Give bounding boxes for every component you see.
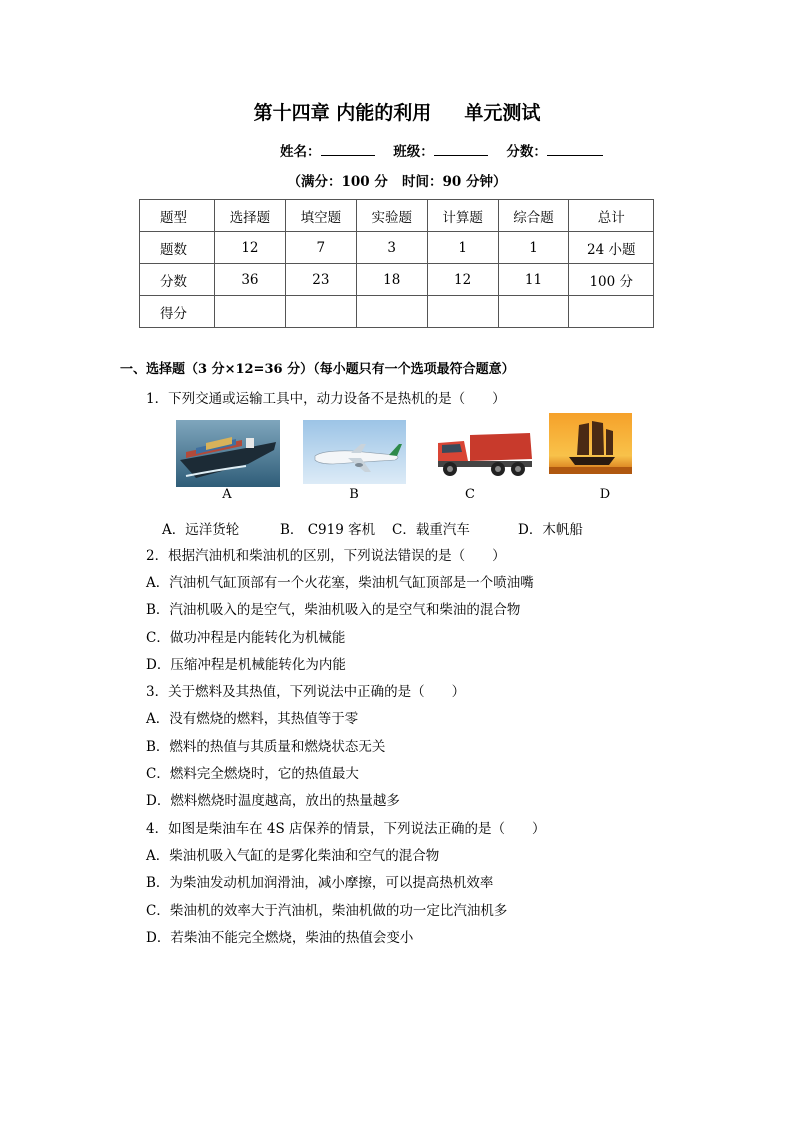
name-blank[interactable] — [321, 143, 375, 156]
score-input-cell[interactable] — [427, 296, 498, 328]
table-cell: 24 小题 — [569, 232, 654, 264]
table-cell: 12 — [215, 232, 286, 264]
table-cell: 计算题 — [427, 200, 498, 232]
option-c[interactable]: C．燃料完全燃烧时，它的热值最大 — [146, 766, 359, 782]
image-label-c: C — [465, 487, 475, 502]
score-input-cell[interactable] — [498, 296, 569, 328]
option-b[interactable]: B．为柴油发动机加润滑油，减小摩擦，可以提高热机效率 — [146, 875, 494, 891]
cargo-ship-image — [176, 420, 280, 487]
score-blank[interactable] — [547, 143, 603, 156]
table-cell: 综合题 — [498, 200, 569, 232]
option-d[interactable]: D．若柴油不能完全燃烧，柴油的热值会变小 — [146, 930, 414, 946]
table-cell: 实验题 — [356, 200, 427, 232]
table-cell: 11 — [498, 264, 569, 296]
score-summary-table — [139, 199, 654, 328]
airplane-image — [303, 420, 406, 484]
table-cell: 100 分 — [569, 264, 654, 296]
section-heading: 一、选择题（3 分×12=36 分）（每小题只有一个选项最符合题意） — [120, 362, 515, 377]
question-1-stem: 1．下列交通或运输工具中，动力设备不是热机的是（ ） — [146, 391, 506, 407]
table-row — [140, 296, 654, 328]
sailboat-image — [549, 413, 632, 474]
option-c[interactable]: C．做功冲程是内能转化为机械能 — [146, 630, 346, 646]
class-blank[interactable] — [434, 143, 488, 156]
table-cell: 1 — [427, 232, 498, 264]
dump-truck-image — [434, 425, 534, 479]
option-d[interactable]: D．燃料燃烧时温度越高，放出的热量越多 — [146, 793, 400, 809]
class-label: 班级： — [393, 144, 434, 160]
table-cell: 题型 — [140, 200, 215, 232]
name-label: 姓名： — [280, 144, 321, 160]
image-label-a: A — [222, 487, 232, 502]
option-b[interactable]: B． C919 客机 — [280, 522, 376, 538]
option-b[interactable]: B．燃料的热值与其质量和燃烧状态无关 — [146, 739, 386, 755]
question-3-stem: 3．关于燃料及其热值，下列说法中正确的是（ ） — [146, 684, 466, 700]
table-cell: 题数 — [140, 232, 215, 264]
option-a[interactable]: A．没有燃烧的燃料，其热值等于零 — [146, 711, 359, 727]
table-cell: 得分 — [140, 296, 215, 328]
table-cell: 36 — [215, 264, 286, 296]
table-cell: 7 — [285, 232, 356, 264]
option-a[interactable]: A．远洋货轮 — [162, 522, 240, 538]
option-a[interactable]: A．汽油机气缸顶部有一个火花塞，柴油机气缸顶部是一个喷油嘴 — [146, 575, 534, 591]
table-row — [140, 264, 654, 296]
score-label: 分数： — [506, 144, 547, 160]
table-row — [140, 232, 654, 264]
option-b[interactable]: B．汽油机吸入的是空气，柴油机吸入的是空气和柴油的混合物 — [146, 602, 521, 618]
option-d[interactable]: D．压缩冲程是机械能转化为内能 — [146, 657, 346, 673]
table-row — [140, 200, 654, 232]
image-label-b: B — [349, 487, 359, 502]
table-cell: 分数 — [140, 264, 215, 296]
page-title: 第十四章 内能的利用 单元测试 — [253, 102, 541, 124]
question-2-stem: 2．根据汽油机和柴油机的区别，下列说法错误的是（ ） — [146, 548, 506, 564]
image-label-d: D — [599, 487, 611, 502]
question-4-stem: 4．如图是柴油车在 4S 店保养的情景，下列说法正确的是（ ） — [146, 821, 546, 837]
score-input-cell[interactable] — [215, 296, 286, 328]
option-d[interactable]: D．木帆船 — [518, 522, 583, 538]
table-cell: 填空题 — [285, 200, 356, 232]
table-cell: 23 — [285, 264, 356, 296]
table-cell: 3 — [356, 232, 427, 264]
question-1-options — [162, 518, 583, 538]
table-cell: 1 — [498, 232, 569, 264]
table-cell: 选择题 — [215, 200, 286, 232]
full-score-line: （满分：100 分 时间：90 分钟） — [287, 174, 507, 190]
score-input-cell[interactable] — [569, 296, 654, 328]
score-input-cell[interactable] — [356, 296, 427, 328]
table-cell: 总计 — [569, 200, 654, 232]
option-c[interactable]: C．柴油机的效率大于汽油机，柴油机做的功一定比汽油机多 — [146, 903, 508, 919]
table-cell: 18 — [356, 264, 427, 296]
table-cell: 12 — [427, 264, 498, 296]
option-c[interactable]: C．载重汽车 — [392, 522, 470, 538]
student-info-line — [280, 140, 603, 160]
option-a[interactable]: A．柴油机吸入气缸的是雾化柴油和空气的混合物 — [146, 848, 440, 864]
score-input-cell[interactable] — [285, 296, 356, 328]
